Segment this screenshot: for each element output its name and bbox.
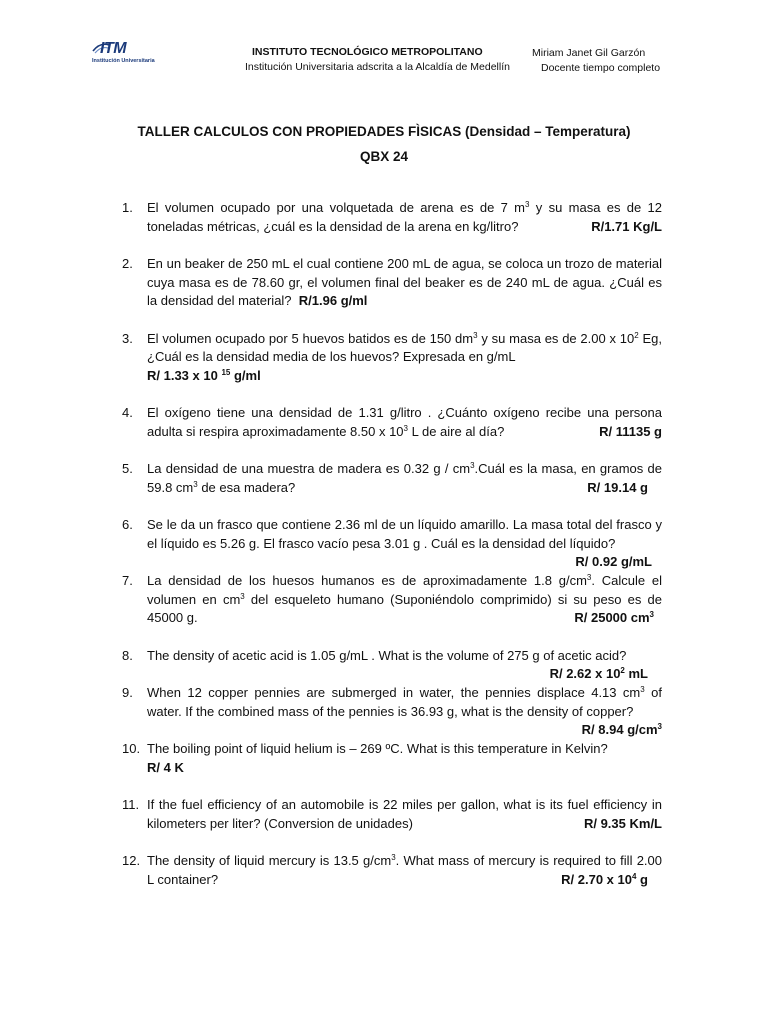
answer — [582, 721, 662, 740]
answer: R/ 0.92 g/mL — [575, 554, 652, 569]
question-item — [122, 255, 662, 311]
answer — [561, 871, 648, 890]
answer-superscript: 2 — [620, 666, 625, 675]
question-text: of water. If the combined mass of the pennies is 36.93 g, what is the density of copper? — [147, 685, 662, 719]
answer: R/1.71 Kg/L — [591, 218, 662, 234]
answer — [147, 368, 261, 383]
question-text: . What mass of mercury is required to fill 2.00 L container? — [147, 853, 662, 887]
answer-text: R/ 1.33 x 10 — [147, 367, 222, 383]
question-text: En un beaker de 250 mL el cual contiene 200 mL de agua, se coloca un trozo de material cuya masa es de 78.60 gr, el volumen final del beaker es de 240 mL de agua. ¿Cuál es la densidad del material? — [147, 256, 662, 308]
superscript: 3 — [193, 479, 198, 489]
question-text: y su masa es de 12 toneladas métricas, ¿cuál es la densidad de la arena en kg/litro? — [147, 200, 663, 234]
question-item — [122, 684, 662, 737]
teacher-name: Miriam Janet Gil Garzón — [532, 47, 646, 59]
answer-text: R/ 25000 cm — [574, 610, 650, 625]
question-text: If the fuel efficiency of an automobile is 22 miles per gallon, what is its fuel efficiency in kilometers per liter? (Conversion de unidades) — [147, 797, 662, 831]
superscript: 2 — [634, 330, 639, 340]
question-text: The density of liquid mercury is 13.5 g/cm — [147, 853, 392, 868]
course-code: QBX 24 — [359, 149, 409, 164]
answer-text: R/ 2.62 x 10 — [549, 666, 621, 681]
itm-logo — [92, 40, 154, 68]
question-number: 4. — [122, 405, 133, 420]
answer: R/ 9.35 Km/L — [583, 815, 662, 831]
question-item — [122, 796, 662, 833]
question-text: de esa madera? — [197, 479, 296, 495]
answer: R/1.96 g/ml — [298, 293, 368, 308]
answer-text: mL — [624, 666, 648, 681]
question-text: When 12 copper pennies are submerged in water, the pennies displace 4.13 cm — [147, 685, 641, 700]
question-text: El volumen ocupado por 5 huevos batidos es de 150 dm — [147, 330, 474, 346]
answer-superscript: 4 — [631, 871, 637, 881]
question-number: 9. — [122, 685, 133, 700]
question-text: y su masa es de 2.00 x 10 — [477, 330, 635, 346]
answer — [550, 665, 648, 684]
question-number: 6. — [122, 517, 133, 532]
superscript: 3 — [470, 461, 475, 470]
question-item — [122, 647, 662, 681]
question-number: 3. — [122, 330, 133, 346]
question-item — [122, 572, 662, 628]
question-number: 7. — [122, 573, 133, 588]
page-header — [0, 0, 768, 90]
question-list — [122, 199, 662, 889]
question-text: The density of acetic acid is 1.05 g/mL . What is the volume of 275 g of acetic acid? — [147, 647, 627, 663]
question-number: 5. — [122, 461, 133, 476]
answer: R/ 19.14 g — [587, 479, 648, 495]
superscript: 3 — [586, 573, 592, 582]
question-text: .Cuál es la masa, en gramos de 59.8 cm — [147, 461, 663, 495]
question-text: . Calcule el volumen en cm — [147, 573, 662, 607]
question-item — [122, 199, 662, 236]
question-text: La densidad de una muestra de madera es 0.32 g / cm — [147, 461, 471, 476]
answer — [574, 609, 654, 628]
superscript: 3 — [640, 685, 645, 694]
answer: R/ 11135 g — [599, 423, 662, 439]
superscript: 3 — [525, 200, 530, 209]
answer-text: R/ 2.70 x 10 — [561, 871, 632, 887]
question-text: Se le da un frasco que contiene 2.36 ml de un líquido amarillo. La masa total del frasco y el líquido es 5.26 g. El frasco vacío pesa 3.01 g . Cuál es la densidad del líquido? — [147, 517, 662, 551]
answer-superscript: 3 — [657, 722, 662, 731]
question-number: 11. — [122, 797, 140, 812]
answer: R/ 4 K — [147, 759, 184, 775]
question-number: 8. — [122, 647, 133, 663]
question-item — [122, 460, 662, 497]
question-item — [122, 516, 662, 569]
question-text: El oxígeno tiene una densidad de 1.31 g/litro . ¿Cuánto oxígeno recibe una persona adulta si respira aproximadamente 8.50 x 10 — [147, 405, 662, 439]
answer-superscript: 15 — [221, 367, 231, 377]
institution-subtitle: Institución Universitaria adscrita a la Alcaldía de Medellín — [245, 61, 510, 73]
logo-subtitle: Institución Universitaria — [92, 58, 155, 64]
question-number: 1. — [122, 200, 133, 215]
question-item — [122, 330, 662, 386]
question-item — [122, 404, 662, 441]
superscript: 3 — [403, 423, 408, 433]
question-item — [122, 740, 662, 777]
question-text: El volumen ocupado por una volquetada de arena es de 7 m — [147, 200, 526, 215]
question-text: del esqueleto humano (Suponiéndolo comprimido) si su peso es de 45000 g. — [147, 591, 663, 625]
question-text: La densidad de los huesos humanos es de aproximadamente 1.8 g/cm — [147, 573, 587, 588]
logo-mark: ITM — [100, 40, 127, 57]
question-text: Eg, ¿Cuál es la densidad media de los huevos? Expresada en g/mL — [147, 330, 662, 364]
superscript: 3 — [240, 591, 245, 601]
answer-superscript: 3 — [649, 610, 654, 619]
question-number: 10. — [122, 741, 141, 756]
document-title: TALLER CALCULOS CON PROPIEDADES FÌSICAS (Densidad – Temperatura) — [137, 124, 631, 139]
teacher-role: Docente tiempo completo — [541, 62, 661, 74]
question-item — [122, 852, 662, 889]
question-text: The boiling point of liquid helium is – 269 ºC. What is this temperature in Kelvin? — [147, 741, 608, 756]
answer-text: R/ 8.94 g/cm — [581, 722, 658, 737]
superscript: 3 — [473, 330, 478, 340]
question-number: 2. — [122, 256, 133, 271]
superscript: 3 — [391, 853, 396, 862]
answer-text: g/ml — [230, 367, 261, 383]
question-text: L de aire al día? — [408, 423, 505, 439]
question-number: 12. — [122, 853, 141, 868]
institution-name: INSTITUTO TECNOLÓGICO METROPOLITANO — [252, 46, 483, 58]
answer-text: g — [636, 871, 648, 887]
